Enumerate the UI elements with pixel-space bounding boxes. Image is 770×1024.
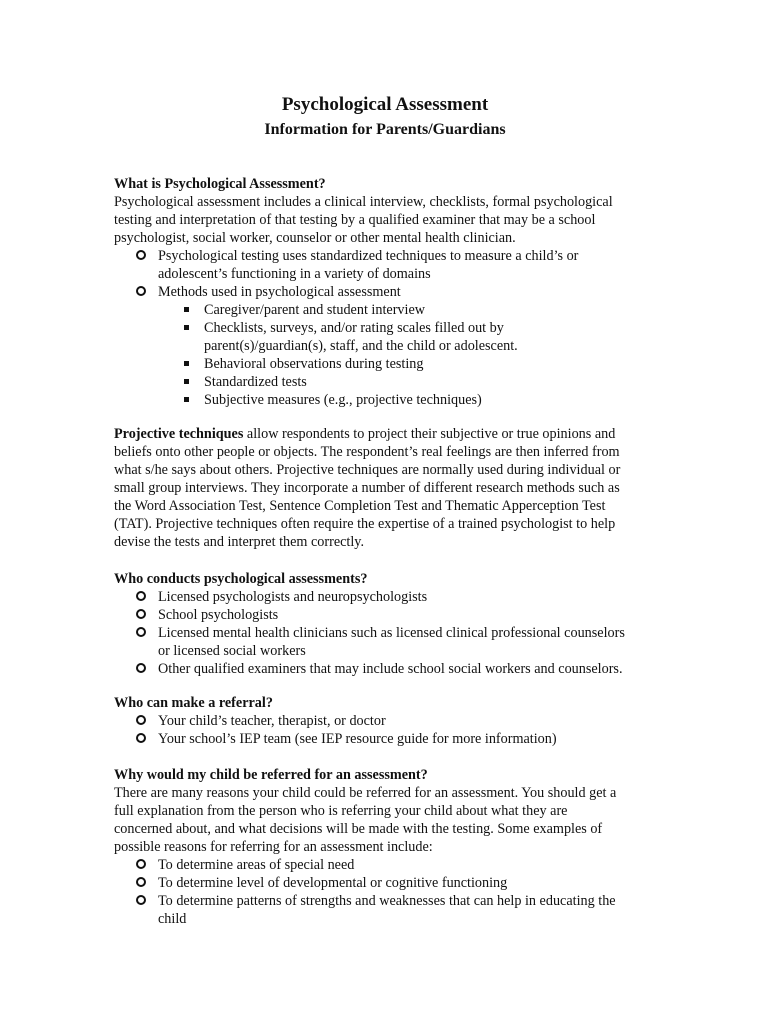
text-line: There are many reasons your child could be referred for an assessment. You should get a — [114, 785, 617, 801]
square-bullet-icon — [184, 325, 189, 330]
text-line: concerned about, and what decisions will be made with the testing. Some examples of — [114, 821, 603, 837]
text-line: what s/he says about others. Projective techniques are normally used during individual or — [114, 462, 621, 478]
square-bullet-icon — [184, 379, 189, 384]
text-line: beliefs onto other people or objects. The respondent’s real feelings are then inferred from — [114, 444, 620, 460]
circle-bullet-icon — [136, 859, 146, 869]
circle-bullet-icon — [136, 591, 146, 601]
list-item — [114, 319, 674, 355]
section-heading: Who can make a referral? — [114, 695, 273, 711]
text-line: full explanation from the person who is referring your child about what they are — [114, 803, 568, 819]
list-item — [114, 247, 674, 283]
list-item — [114, 856, 674, 874]
text-line — [114, 425, 674, 443]
text-line: child — [158, 911, 187, 927]
text-line: Caregiver/parent and student interview — [204, 302, 426, 318]
list-item — [114, 301, 674, 319]
section-heading: Who conducts psychological assessments? — [114, 571, 368, 587]
text-line: To determine patterns of strengths and weaknesses that can help in educating the — [158, 893, 616, 909]
projective-lead: Projective techniques — [114, 426, 244, 442]
list-item — [114, 660, 674, 678]
text-line: (TAT). Projective techniques often require the expertise of a trained psychologist to help — [114, 516, 616, 532]
list-item — [114, 355, 674, 373]
circle-bullet-icon — [136, 663, 146, 673]
text-line: Checklists, surveys, and/or rating scales filled out by — [204, 320, 504, 336]
circle-bullet-icon — [136, 733, 146, 743]
bullet-list — [114, 856, 674, 928]
list-item — [114, 624, 674, 660]
bullet-list — [114, 712, 674, 748]
text-line: Psychological testing uses standardized techniques to measure a child’s or — [158, 248, 579, 264]
list-item — [114, 712, 674, 730]
text-line: testing and interpretation of that testing by a qualified examiner that may be a school — [114, 212, 596, 228]
square-bullet-icon — [184, 361, 189, 366]
section-projective — [114, 425, 674, 551]
section-who-conducts — [114, 570, 674, 678]
list-item — [114, 874, 674, 892]
text-line: School psychologists — [158, 607, 279, 623]
bullet-list — [114, 588, 674, 678]
text-line: Subjective measures (e.g., projective techniques) — [204, 392, 482, 408]
circle-bullet-icon — [136, 877, 146, 887]
section-heading: Why would my child be referred for an assessment? — [114, 767, 428, 783]
section-referral — [114, 694, 674, 748]
document-subtitle: Information for Parents/Guardians — [264, 121, 506, 138]
projective-line-rest: allow respondents to project their subjective or true opinions and — [243, 426, 616, 442]
text-line: Your school’s IEP team (see IEP resource guide for more information) — [158, 731, 557, 747]
text-line: the Word Association Test, Sentence Completion Test and Thematic Apperception Test — [114, 498, 606, 514]
text-line: Licensed psychologists and neuropsychologists — [158, 589, 428, 605]
circle-bullet-icon — [136, 250, 146, 260]
text-line: Psychological assessment includes a clinical interview, checklists, formal psychological — [114, 194, 613, 210]
square-bullet-icon — [184, 307, 189, 312]
text-line: small group interviews. They incorporate a number of different research methods such as — [114, 480, 620, 496]
list-item — [114, 892, 674, 928]
list-item — [114, 373, 674, 391]
bullet-list — [114, 247, 674, 301]
text-line: Standardized tests — [204, 374, 307, 390]
text-line: To determine areas of special need — [158, 857, 355, 873]
text-line: Behavioral observations during testing — [204, 356, 424, 372]
text-line: To determine level of developmental or cognitive functioning — [158, 875, 508, 891]
circle-bullet-icon — [136, 286, 146, 296]
document-title: Psychological Assessment — [281, 94, 489, 115]
text-line: Other qualified examiners that may include school social workers and counselors. — [158, 661, 623, 677]
text-line: adolescent’s functioning in a variety of domains — [158, 266, 431, 282]
square-bullet-icon — [184, 397, 189, 402]
list-item — [114, 606, 674, 624]
circle-bullet-icon — [136, 627, 146, 637]
circle-bullet-icon — [136, 895, 146, 905]
sub-bullet-list — [114, 301, 674, 409]
text-line: Methods used in psychological assessment — [158, 284, 401, 300]
section-what-is — [114, 175, 674, 409]
text-line: devise the tests and interpret them correctly. — [114, 534, 365, 550]
list-item — [114, 391, 674, 409]
list-item — [114, 730, 674, 748]
circle-bullet-icon — [136, 609, 146, 619]
text-line: psychologist, social worker, counselor or other mental health clinician. — [114, 230, 516, 246]
text-line: parent(s)/guardian(s), staff, and the child or adolescent. — [204, 338, 518, 354]
text-line: possible reasons for referring for an assessment include: — [114, 839, 433, 855]
text-line: Your child’s teacher, therapist, or doctor — [158, 713, 386, 729]
text-line: Licensed mental health clinicians such as licensed clinical professional counselors — [158, 625, 625, 641]
section-why — [114, 766, 674, 928]
list-item — [114, 283, 674, 301]
circle-bullet-icon — [136, 715, 146, 725]
text-line: or licensed social workers — [158, 643, 306, 659]
section-heading: What is Psychological Assessment? — [114, 176, 326, 192]
list-item — [114, 588, 674, 606]
